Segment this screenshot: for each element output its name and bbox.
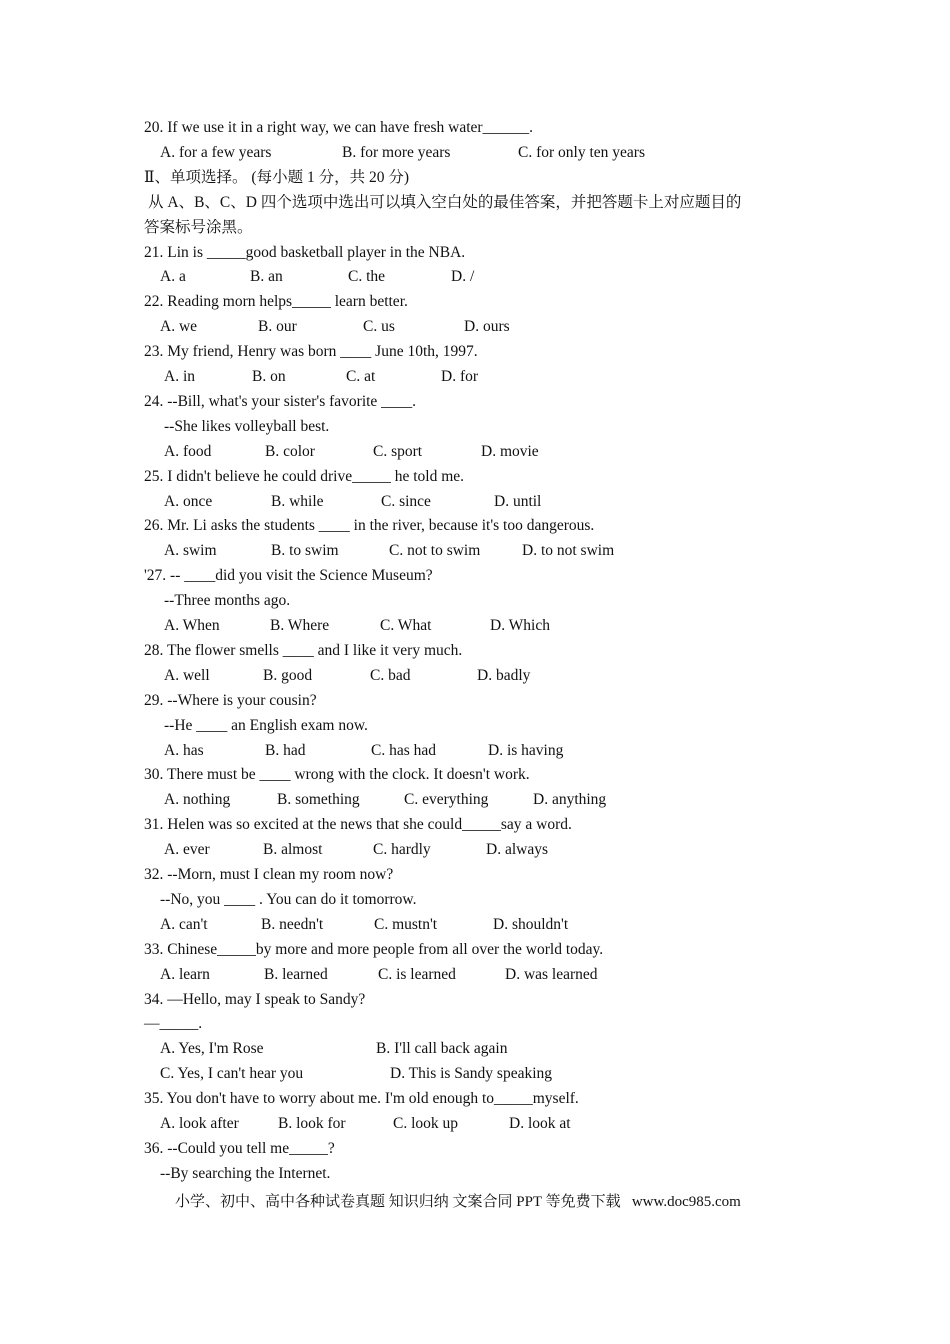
answer-option: D. anything	[533, 791, 607, 809]
question-line: 20. If we use it in a right way, we can have fresh water______.	[144, 119, 533, 136]
answer-option: C. hardly	[373, 841, 431, 859]
answer-option: A. in	[164, 368, 195, 385]
answer-option: C. Yes, I can't hear you	[160, 1065, 304, 1083]
question-line: '27. -- ____did you visit the Science Museum?	[144, 567, 433, 585]
answer-option: A. nothing	[164, 791, 231, 809]
answer-option: A. we	[160, 318, 198, 336]
answer-option: D. Which	[490, 617, 550, 634]
answer-option: D. /	[451, 268, 475, 286]
answer-option: D. for	[441, 368, 479, 385]
answer-option: B. had	[265, 741, 306, 759]
answer-option: D. was learned	[505, 965, 598, 983]
answer-option: A. look after	[160, 1115, 239, 1132]
answer-option: A. well	[164, 666, 210, 684]
answer-option: A. food	[164, 442, 212, 460]
answer-option: B. something	[277, 791, 360, 809]
question-line: 33. Chinese_____by more and more people from all over the world today.	[144, 940, 604, 958]
answer-option: A. ever	[164, 841, 210, 859]
answer-option: A. swim	[164, 542, 217, 560]
answer-option: B. needn't	[261, 915, 324, 933]
question-line: 28. The flower smells ____ and I like it very much.	[144, 641, 463, 659]
answer-option: C. What	[380, 617, 432, 634]
answer-option: B. almost	[263, 841, 323, 859]
question-line: 24. --Bill, what's your sister's favorite ____.	[144, 392, 417, 410]
answer-option: B. learned	[264, 965, 328, 983]
question-line: 36. --Could you tell me_____?	[144, 1139, 335, 1157]
answer-option: B. while	[271, 492, 324, 510]
answer-option: B. an	[250, 268, 283, 286]
question-line: 29. --Where is your cousin?	[144, 691, 317, 709]
answer-option: A. for a few years	[160, 143, 272, 161]
question-line: --She likes volleyball best.	[164, 417, 330, 435]
question-line: 34. —Hello, may I speak to Sandy?	[144, 990, 366, 1008]
answer-option: C. at	[346, 368, 376, 385]
answer-option: A. has	[164, 741, 204, 759]
answer-option: D. is having	[488, 741, 564, 759]
answer-option: C. not to swim	[389, 542, 481, 560]
question-line: 从 A、B、C、D 四个选项中选出可以填入空白处的最佳答案，并把答题卡上对应题目的	[148, 193, 742, 211]
answer-option: C. since	[381, 492, 431, 510]
answer-option: C. us	[363, 318, 395, 336]
answer-option: B. Where	[270, 617, 330, 634]
question-line: --No, you ____ . You can do it tomorrow.	[160, 890, 417, 908]
answer-option: D. badly	[477, 666, 531, 684]
question-line: 23. My friend, Henry was born ____ June 10th, 1997.	[144, 343, 478, 361]
answer-option: C. bad	[370, 666, 411, 684]
answer-option: C. mustn't	[374, 915, 438, 933]
answer-option: B. for more years	[342, 143, 451, 161]
answer-option: C. has had	[371, 741, 437, 759]
answer-option: A. Yes, I'm Rose	[160, 1040, 264, 1058]
answer-option: A. learn	[160, 965, 210, 983]
question-line: 25. I didn't believe he could drive_____ he told me.	[144, 467, 465, 485]
question-line: 答案标号涂黑。	[144, 218, 253, 236]
question-line: 30. There must be ____ wrong with the clock. It doesn't work.	[144, 766, 530, 784]
answer-option: D. look at	[509, 1115, 571, 1132]
answer-option: B. our	[258, 318, 297, 336]
question-line: 35. You don't have to worry about me. I'm old enough to_____myself.	[144, 1090, 579, 1108]
answer-option: C. the	[348, 268, 386, 286]
question-line: --Three months ago.	[164, 592, 291, 610]
question-line: 22. Reading morn helps_____ learn better.	[144, 293, 408, 311]
answer-option: C. for only ten years	[518, 143, 645, 161]
answer-option: C. is learned	[378, 965, 456, 983]
answer-option: B. I'll call back again	[376, 1040, 508, 1058]
answer-option: C. sport	[373, 442, 423, 460]
answer-option: C. everything	[404, 791, 489, 809]
question-line: 26. Mr. Li asks the students ____ in the river, because it's too dangerous.	[144, 517, 595, 535]
question-line: 21. Lin is _____good basketball player in the NBA.	[144, 243, 466, 261]
question-line: 31. Helen was so excited at the news that she could_____say a word.	[144, 816, 572, 834]
answer-option: B. good	[263, 666, 313, 684]
answer-option: D. to not swim	[522, 542, 615, 560]
question-line: 32. --Morn, must I clean my room now?	[144, 866, 394, 883]
answer-option: A. a	[160, 268, 186, 286]
answer-option: A. once	[164, 492, 213, 510]
answer-option: D. ours	[464, 318, 510, 336]
answer-option: D. always	[486, 841, 548, 859]
answer-option: D. shouldn't	[493, 915, 569, 933]
answer-option: D. This is Sandy speaking	[390, 1065, 553, 1083]
question-line: Ⅱ、单项选择。 (每小题 1 分，共 20 分)	[144, 168, 409, 186]
answer-option: B. look for	[278, 1115, 346, 1132]
question-line: --By searching the Internet.	[160, 1164, 331, 1182]
answer-option: A. can't	[160, 915, 208, 933]
answer-option: B. color	[265, 442, 315, 460]
answer-option: D. movie	[481, 442, 539, 460]
question-line: --He ____ an English exam now.	[164, 716, 368, 734]
answer-option: C. look up	[393, 1115, 459, 1132]
page-footer: 小学、初中、高中各种试卷真题 知识归纳 文案合同 PPT 等免费下载 www.doc985.com	[175, 1194, 741, 1210]
answer-option: A. When	[164, 617, 220, 634]
answer-option: B. on	[252, 368, 286, 385]
question-line: —_____.	[144, 1015, 203, 1033]
answer-option: D. until	[494, 492, 542, 510]
answer-option: B. to swim	[271, 542, 339, 560]
